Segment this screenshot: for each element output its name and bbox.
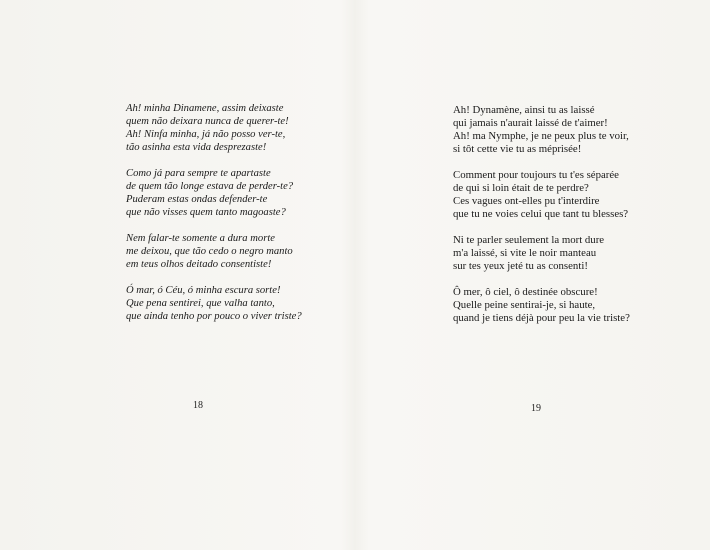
poem-line: em teus olhos deitado consentiste! xyxy=(126,259,272,270)
poem-line: de qui si loin était de te perdre? xyxy=(453,182,589,194)
stanza xyxy=(126,232,302,271)
poem-line: que não visses quem tanto magoaste? xyxy=(126,207,286,218)
stanza xyxy=(453,104,630,156)
right-page xyxy=(355,0,710,550)
stanza xyxy=(126,167,302,219)
french-translation xyxy=(453,104,630,338)
poem-line: tão asinha esta vida desprezaste! xyxy=(126,142,267,153)
stanza xyxy=(453,234,630,273)
page-number: 18 xyxy=(193,400,203,411)
stanza xyxy=(126,102,302,154)
page-number: 19 xyxy=(531,403,541,414)
poem-line: que tu ne voies celui que tant tu blesses? xyxy=(453,208,629,220)
poem-line: m'a laissé, si vite le noir manteau xyxy=(453,247,597,259)
poem-line: qui jamais n'aurait laissé de t'aimer! xyxy=(453,117,608,129)
portuguese-sonnet xyxy=(126,102,302,336)
poem-line: Ah! minha Dinamene, assim deixaste xyxy=(126,103,284,114)
stanza xyxy=(126,284,302,323)
poem-line: Ah! ma Nymphe, je ne peux plus te voir, xyxy=(453,130,629,142)
poem-line: si tôt cette vie tu as méprisée! xyxy=(453,143,582,155)
poem-line: Ô mer, ô ciel, ô destinée obscure! xyxy=(453,286,598,298)
poem-line: Ah! Ninfa minha, já não posso ver-te, xyxy=(126,129,286,140)
stanza xyxy=(453,286,630,325)
poem-line: Quelle peine sentirai-je, si haute, xyxy=(453,299,596,311)
poem-line: quem não deixara nunca de querer-te! xyxy=(126,116,289,127)
poem-line: Comment pour toujours tu t'es séparée xyxy=(453,169,619,181)
poem-line: Que pena sentirei, que valha tanto, xyxy=(126,298,275,309)
poem-line: quand je tiens déjà pour peu la vie triste? xyxy=(453,312,630,324)
poem-line: Ni te parler seulement la mort dure xyxy=(453,234,605,246)
stanza xyxy=(453,169,630,221)
poem-line: Ces vagues ont-elles pu t'interdire xyxy=(453,195,600,207)
poem-line: me deixou, que tão cedo o negro manto xyxy=(126,246,293,257)
poem-line: Nem falar-te somente a dura morte xyxy=(126,233,275,244)
poem-line: sur tes yeux jeté tu as consenti! xyxy=(453,260,588,272)
poem-line: de quem tão longe estava de perder-te? xyxy=(126,181,294,192)
poem-line: Como já para sempre te apartaste xyxy=(126,168,271,179)
poem-line: Ah! Dynamène, ainsi tu as laissé xyxy=(453,104,595,116)
poem-line: Ó mar, ó Céu, ó minha escura sorte! xyxy=(126,285,281,296)
poem-line: Puderam estas ondas defender-te xyxy=(126,194,268,205)
poem-line: que ainda tenho por pouco o viver triste? xyxy=(126,311,302,322)
